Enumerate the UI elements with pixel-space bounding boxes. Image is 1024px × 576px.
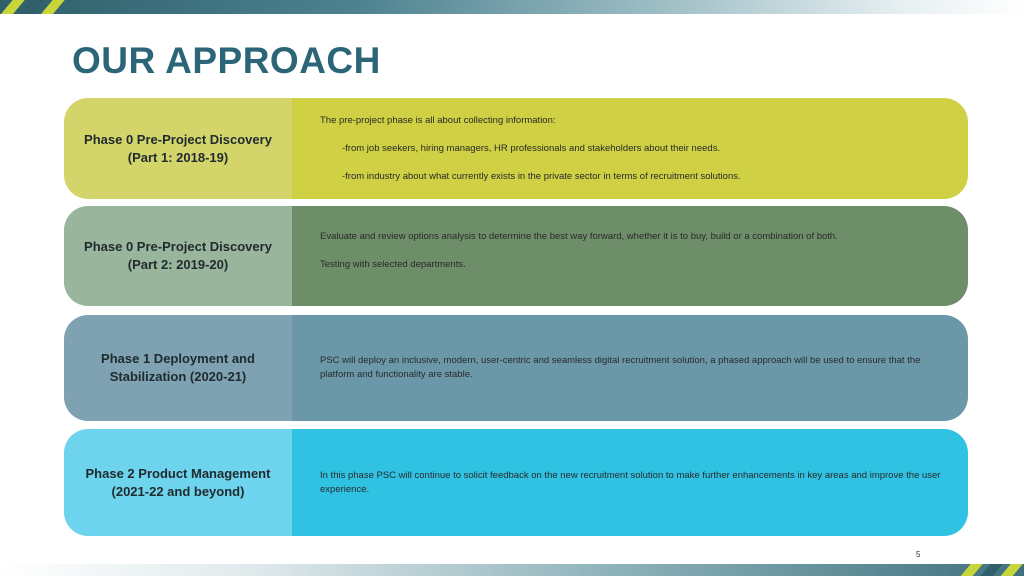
slide-title: OUR APPROACH [72, 40, 381, 81]
description-line: The pre-project phase is all about collecting information: [320, 114, 556, 126]
phase-description [292, 98, 968, 199]
phase-label [64, 429, 292, 536]
phase-label-line2: (Part 1: 2018-19) [127, 149, 229, 165]
phase-label [64, 206, 292, 306]
phase-description [292, 315, 968, 421]
phase-description [292, 429, 968, 536]
page-number: 5 [916, 550, 921, 559]
phase-label-line2: (Part 2: 2019-20) [127, 257, 229, 272]
phase-label-line2: (2021-22 and beyond) [111, 483, 245, 499]
description-line: -from industry about what currently exists in the private sector in terms of recruitment solutions. [342, 170, 741, 182]
phase-2-row [64, 429, 968, 536]
description-line: Evaluate and review options analysis to determine the best way forward, whether it is to buy, build or a combination of both. [320, 231, 838, 242]
phase-label-line2: Stabilization (2020-21) [109, 369, 247, 384]
phase-0-part-2-row [64, 206, 968, 306]
phase-label-line1: Phase 1 Deployment and [101, 351, 255, 366]
description-line: -from job seekers, hiring managers, HR professionals and stakeholders about their needs. [342, 142, 721, 154]
description-line: Testing with selected departments. [320, 259, 466, 270]
phase-label-line1: Phase 0 Pre-Project Discovery [84, 239, 272, 254]
top-decorative-band [0, 0, 1024, 14]
phase-description [292, 206, 968, 306]
phase-1-row [64, 315, 968, 421]
phase-label-line1: Phase 0 Pre-Project Discovery [84, 131, 272, 147]
phase-label [64, 98, 292, 199]
phase-label-line1: Phase 2 Product Management [85, 465, 271, 481]
description-line: In this phase PSC will continue to solicit feedback on the new recruitment solution to make further enhancements in key areas and improve the user experience. [320, 469, 941, 495]
description-line: PSC will deploy an inclusive, modern, user-centric and seamless digital recruitment solution, a phased approach will be used to ensure that the platform and functionality are stable. [320, 355, 921, 380]
phase-0-part-1-row [64, 98, 968, 199]
phase-label [64, 315, 292, 421]
bottom-decorative-band [0, 564, 1024, 576]
